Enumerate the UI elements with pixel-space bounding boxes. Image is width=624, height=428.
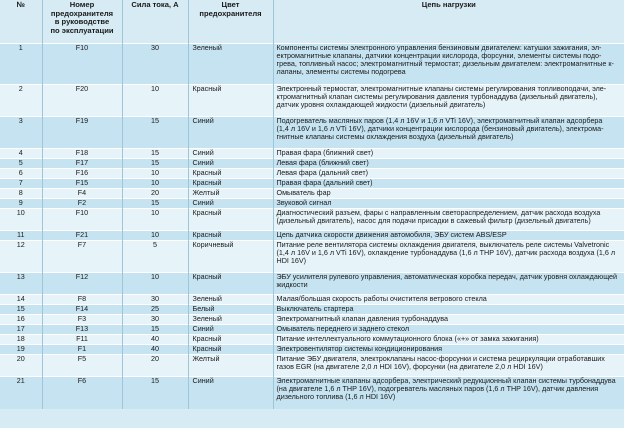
fuse-number: F1 <box>42 345 122 355</box>
fuse-number: F16 <box>42 169 122 179</box>
row-number: 11 <box>0 231 42 241</box>
fuse-color: Желтый <box>188 189 273 199</box>
table-row <box>0 335 624 345</box>
row-number: 8 <box>0 189 42 199</box>
row-number: 1 <box>0 44 42 85</box>
table-header-row <box>0 0 624 44</box>
fuse-number: F20 <box>42 85 122 117</box>
fuse-current: 20 <box>122 355 188 377</box>
fuse-number: F12 <box>42 273 122 295</box>
fuse-number: F4 <box>42 189 122 199</box>
load-circuit: Малая/большая скорость работы очистителя ветрового стекла <box>273 295 624 305</box>
table-row <box>0 315 624 325</box>
fuse-current: 15 <box>122 377 188 409</box>
load-circuit: Омыватель переднего и заднего стекол <box>273 325 624 335</box>
fuse-color: Синий <box>188 377 273 409</box>
fuse-color: Красный <box>188 85 273 117</box>
load-circuit: Электромагнитные клапаны адсорбера, электрический редукционный клапан системы турбонаддува (на двигателе 1,6 л THP 16V), подогреватель масляных паров (1,6 л THP 16V), датчик давления дизельного топлива (1,6 л HDI 16V) <box>273 377 624 409</box>
fuse-number: F18 <box>42 149 122 159</box>
fuse-current: 20 <box>122 189 188 199</box>
fuse-current: 15 <box>122 199 188 209</box>
fuse-number: F17 <box>42 159 122 169</box>
row-number: 12 <box>0 241 42 273</box>
fuse-current: 40 <box>122 335 188 345</box>
load-circuit: Звуковой сигнал <box>273 199 624 209</box>
fuse-current: 5 <box>122 241 188 273</box>
fuse-color: Красный <box>188 231 273 241</box>
table-row <box>0 199 624 209</box>
fuse-number: F13 <box>42 325 122 335</box>
fuse-color: Зеленый <box>188 44 273 85</box>
fuse-current: 25 <box>122 305 188 315</box>
fuse-color: Синий <box>188 149 273 159</box>
fuse-color: Белый <box>188 305 273 315</box>
table-row <box>0 209 624 231</box>
fuse-number: F5 <box>42 355 122 377</box>
table-row <box>0 305 624 315</box>
fuse-number: F14 <box>42 305 122 315</box>
fuse-color: Синий <box>188 325 273 335</box>
row-number: 2 <box>0 85 42 117</box>
load-circuit: Компоненты системы электронного управления бензиновым двигателем: катушки зажигания, эл- ектромагнитные клапаны, датчики концентрации кислорода, форсунки, элементы системы подо- грева, топливный насос; электромагнитный термостат; дизельным двигателем: электромагнитные к- лапаны, элементы системы подогрева <box>273 44 624 85</box>
row-number: 5 <box>0 159 42 169</box>
fuse-current: 40 <box>122 345 188 355</box>
row-number: 20 <box>0 355 42 377</box>
fuse-current: 30 <box>122 44 188 85</box>
table-row <box>0 179 624 189</box>
fuse-color: Красный <box>188 345 273 355</box>
fuse-current: 15 <box>122 117 188 149</box>
fuse-number: F19 <box>42 117 122 149</box>
table-row <box>0 149 624 159</box>
load-circuit: Цепь датчика скорости движения автомобиля, ЭБУ систем ABS/ESP <box>273 231 624 241</box>
row-number: 18 <box>0 335 42 345</box>
fuse-number: F6 <box>42 377 122 409</box>
table-row <box>0 355 624 377</box>
table-row <box>0 85 624 117</box>
fuse-color: Синий <box>188 117 273 149</box>
table-row <box>0 189 624 199</box>
table-row <box>0 169 624 179</box>
load-circuit: Диагностический разъем, фары с направленным светораспределением, датчик расхода воздуха (дизельный двигатель), насос для подачи присадки в сажевый фильтр (дизельный двигатель) <box>273 209 624 231</box>
fuse-color: Красный <box>188 209 273 231</box>
row-number: 16 <box>0 315 42 325</box>
fuse-color: Желтый <box>188 355 273 377</box>
row-number: 21 <box>0 377 42 409</box>
fuse-number: F15 <box>42 179 122 189</box>
header-number: № <box>0 0 42 44</box>
fuse-current: 15 <box>122 149 188 159</box>
table-row <box>0 241 624 273</box>
load-circuit: Питание реле вентилятора системы охлаждения двигателя, выключатель реле системы Valvetronic (1,4 л 16V и 1,6 л VTi 16V), охлаждение турбонаддува (1,6 л THP 16V), датчик расхода воздуха (1,6 л HDI 16V) <box>273 241 624 273</box>
load-circuit: Питание интеллектуального коммутационного блока («+» от замка зажигания) <box>273 335 624 345</box>
fuse-color: Коричневый <box>188 241 273 273</box>
row-number: 3 <box>0 117 42 149</box>
row-number: 10 <box>0 209 42 231</box>
row-number: 6 <box>0 169 42 179</box>
table-row <box>0 231 624 241</box>
load-circuit: Электровентилятор системы кондиционирования <box>273 345 624 355</box>
table-row <box>0 273 624 295</box>
header-fuse-number: Номер предохранителя в руководстве по эксплуатации <box>42 0 122 44</box>
fuse-color: Зеленый <box>188 315 273 325</box>
fuse-color: Зеленый <box>188 295 273 305</box>
load-circuit: Электромагнитный клапан давления турбонаддува <box>273 315 624 325</box>
fuse-current: 15 <box>122 159 188 169</box>
fuse-color: Синий <box>188 159 273 169</box>
table-row <box>0 44 624 85</box>
row-number: 9 <box>0 199 42 209</box>
fuse-color: Красный <box>188 335 273 345</box>
fuse-number: F11 <box>42 335 122 345</box>
fuse-current: 10 <box>122 231 188 241</box>
fuse-color: Красный <box>188 179 273 189</box>
fuse-number: F3 <box>42 315 122 325</box>
fuse-color: Красный <box>188 273 273 295</box>
fuse-current: 30 <box>122 315 188 325</box>
fuse-number: F7 <box>42 241 122 273</box>
row-number: 19 <box>0 345 42 355</box>
fuse-current: 10 <box>122 209 188 231</box>
load-circuit: Электронный термостат, электромагнитные клапаны системы регулирования топливоподачи, эле- ктромагнитный клапан системы регулирования давления турбонаддува (дизельный двигатель), датчик уровня охлаждающей жидкости (дизельный двигатель) <box>273 85 624 117</box>
row-number: 13 <box>0 273 42 295</box>
load-circuit: Омыватель фар <box>273 189 624 199</box>
fuse-number: F10 <box>42 44 122 85</box>
table-row <box>0 325 624 335</box>
load-circuit: Выключатель стартера <box>273 305 624 315</box>
fuse-color: Синий <box>188 199 273 209</box>
fuse-color: Красный <box>188 169 273 179</box>
table-row <box>0 345 624 355</box>
row-number: 15 <box>0 305 42 315</box>
load-circuit: Левая фара (ближний свет) <box>273 159 624 169</box>
header-current: Сила тока, А <box>122 0 188 44</box>
header-load-circuit: Цепь нагрузки <box>273 0 624 44</box>
fuse-current: 10 <box>122 85 188 117</box>
header-fuse-color: Цвет предохранителя <box>188 0 273 44</box>
load-circuit: Правая фара (ближний свет) <box>273 149 624 159</box>
load-circuit: Правая фара (дальний свет) <box>273 179 624 189</box>
table-row <box>0 377 624 409</box>
load-circuit: Левая фара (дальний свет) <box>273 169 624 179</box>
fuse-number: F8 <box>42 295 122 305</box>
row-number: 7 <box>0 179 42 189</box>
load-circuit: ЭБУ усилителя рулевого управления, автоматическая коробка передач, датчик уровня охлаждающей жидкости <box>273 273 624 295</box>
table-row <box>0 159 624 169</box>
fuse-number: F21 <box>42 231 122 241</box>
fuse-number: F2 <box>42 199 122 209</box>
load-circuit: Подогреватель масляных паров (1,4 л 16V и 1,6 л VTi 16V), электромагнитный клапан адсорбера (1,4 л 16V и 1,6 л VTi 16V), датчики концентрации кислорода (бензиновый двигатель), электрома- гнитные клапаны системы охлаждения воздуха (дизельный двигатель) <box>273 117 624 149</box>
load-circuit: Питание ЭБУ двигателя, электроклапаны насос-форсунки и система рециркуляции отработавших газов EGR (на двигателе 2,0 л HDI 16V), форсунки (на двигателе 2,0 л HDI 16V) <box>273 355 624 377</box>
fuse-number: F10 <box>42 209 122 231</box>
fuse-current: 15 <box>122 325 188 335</box>
fuse-current: 10 <box>122 169 188 179</box>
fuse-current: 30 <box>122 295 188 305</box>
row-number: 14 <box>0 295 42 305</box>
fuse-current: 10 <box>122 179 188 189</box>
table-row <box>0 117 624 149</box>
row-number: 17 <box>0 325 42 335</box>
fuse-current: 10 <box>122 273 188 295</box>
row-number: 4 <box>0 149 42 159</box>
table-row <box>0 295 624 305</box>
